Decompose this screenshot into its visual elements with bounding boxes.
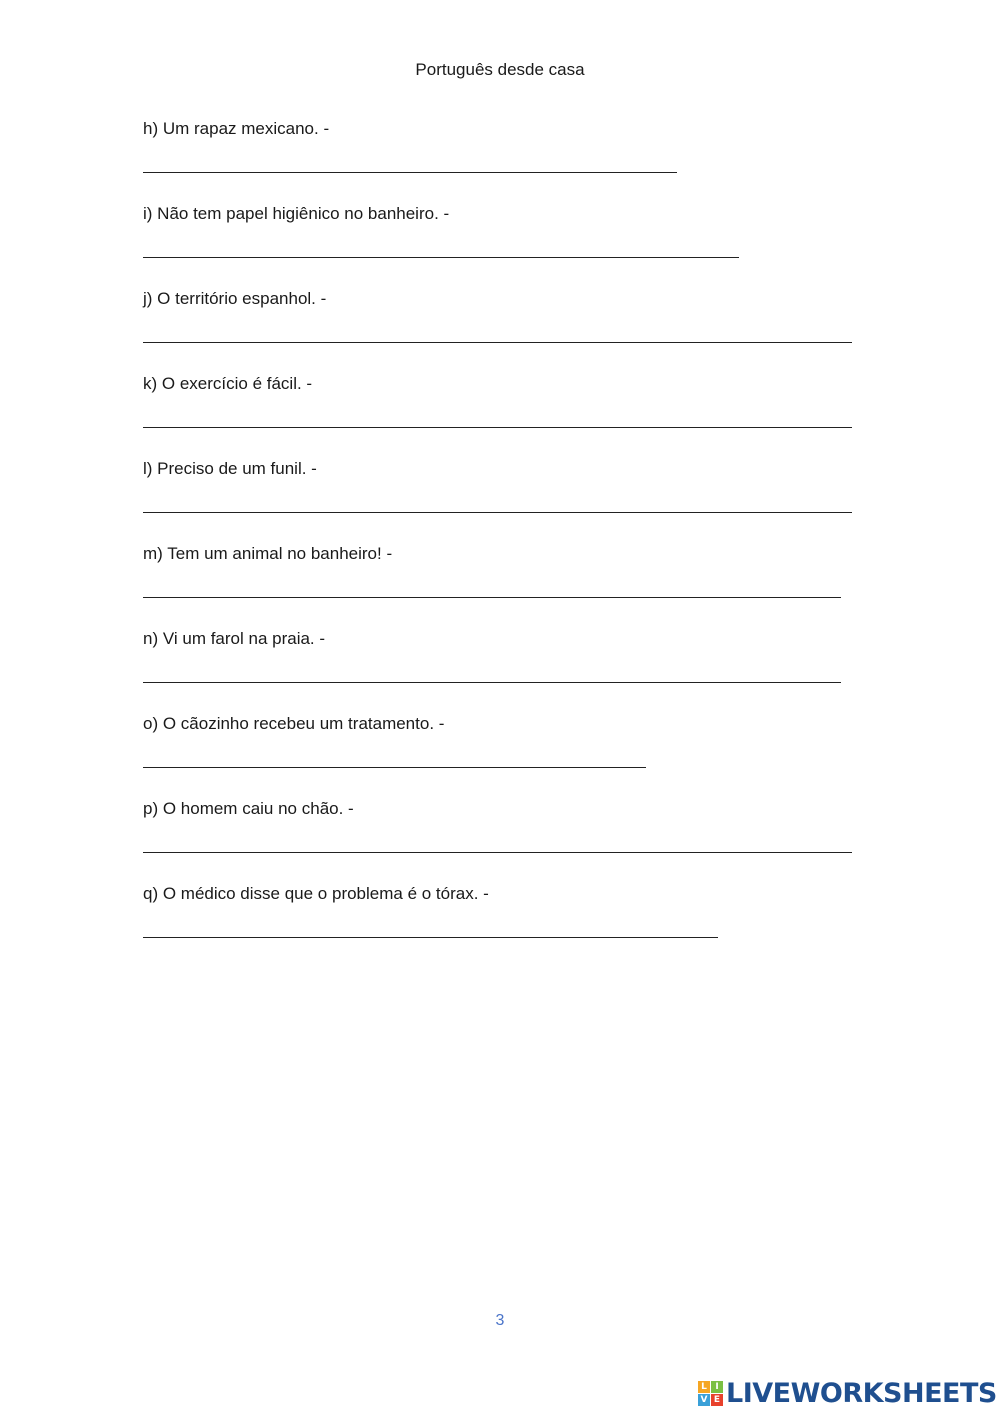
exercise-item-i	[143, 204, 449, 224]
answer-line-k[interactable]	[143, 427, 852, 428]
exercise-item-q	[143, 884, 489, 904]
exercise-item-h	[143, 119, 329, 139]
exercise-item-o	[143, 714, 444, 734]
exercise-prompt-h: h) Um rapaz mexicano. -	[143, 119, 330, 138]
exercise-item-m	[143, 544, 392, 564]
exercise-item-l	[143, 459, 317, 479]
answer-line-p[interactable]	[143, 852, 852, 853]
answer-line-j[interactable]	[143, 342, 852, 343]
exercise-prompt-l: l) Preciso de um funil. -	[143, 459, 317, 478]
exercise-prompt-k: k) O exercício é fácil. -	[143, 374, 313, 393]
liveworksheets-brand[interactable]	[698, 1378, 997, 1408]
exercise-prompt-i: i) Não tem papel higiênico no banheiro. -	[143, 204, 450, 223]
logo-letter: I	[711, 1381, 723, 1393]
page-header: Português desde casa	[415, 60, 585, 79]
answer-line-m[interactable]	[143, 597, 841, 598]
exercise-prompt-p: p) O homem caiu no chão. -	[143, 799, 354, 818]
brand-name: LIVEWORKSHEETS	[726, 1377, 997, 1409]
exercise-prompt-m: m) Tem um animal no banheiro! -	[143, 544, 393, 563]
answer-line-q[interactable]	[143, 937, 718, 938]
exercise-item-k	[143, 374, 312, 394]
exercise-item-j	[143, 289, 326, 309]
page-number: 3	[495, 1312, 505, 1329]
answer-line-i[interactable]	[143, 257, 739, 258]
answer-line-o[interactable]	[143, 767, 646, 768]
answer-line-h[interactable]	[143, 172, 677, 173]
exercise-prompt-q: q) O médico disse que o problema é o tórax. -	[143, 884, 489, 903]
answer-line-n[interactable]	[143, 682, 841, 683]
exercise-prompt-o: o) O cãozinho recebeu um tratamento. -	[143, 714, 445, 733]
exercise-prompt-j: j) O território espanhol. -	[143, 289, 327, 308]
logo-letter: V	[698, 1394, 710, 1406]
logo-letter: L	[698, 1381, 710, 1393]
answer-line-l[interactable]	[143, 512, 852, 513]
liveworksheets-logo-icon	[698, 1381, 723, 1406]
exercise-prompt-n: n) Vi um farol na praia. -	[143, 629, 326, 648]
logo-letter: E	[711, 1394, 723, 1406]
exercise-item-n	[143, 629, 325, 649]
exercise-item-p	[143, 799, 354, 819]
